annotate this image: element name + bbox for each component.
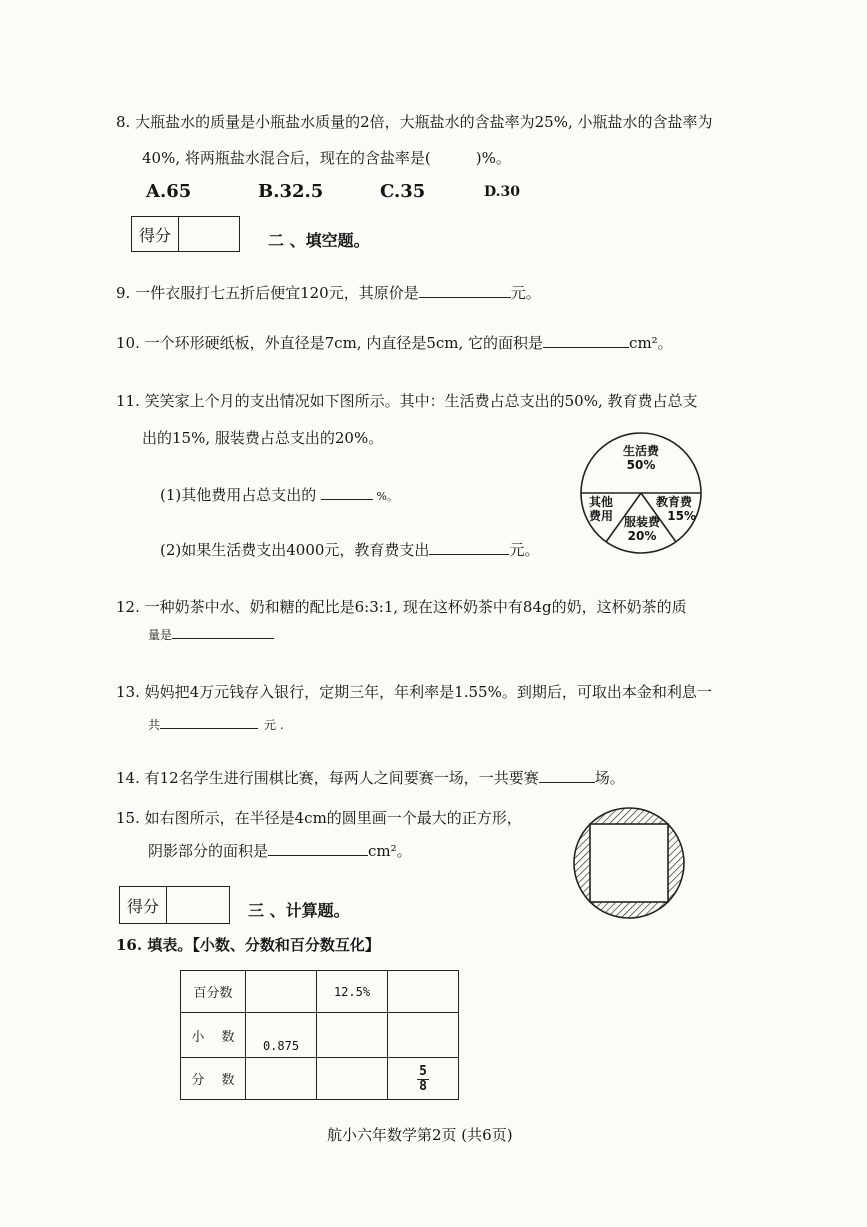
section2-title: 二 、填空题。 [268,231,370,250]
q11-sub1-blank[interactable] [321,485,373,500]
table-cell[interactable] [246,1058,317,1100]
q13-answer-blank[interactable] [160,714,258,729]
table-cell[interactable] [246,971,317,1013]
table-cell[interactable] [317,1058,388,1100]
q8-option-b: B.32.5 [258,181,324,202]
inscribed-square [590,824,668,902]
q8-option-d: D.30 [484,184,520,200]
q12-line1: 12. 一种奶茶中水、奶和糖的配比是6:3:1, 现在这杯奶茶中有84g的奶，这杯奶茶的质 [116,598,687,616]
q9-answer-blank[interactable] [419,283,511,298]
score-label: 得分 [132,217,179,251]
q14-unit: 场。 [594,769,625,787]
q11-sub2-blank[interactable] [429,540,509,555]
q15-line1: 15. 如右图所示，在半径是4cm的圆里画一个最大的正方形， [116,809,522,827]
pie-label-education-value: 15% [667,509,696,523]
q10 [116,332,673,353]
q16-title: 16. 填表。【小数、分数和百分数互化】 [116,936,380,954]
pie-label-living [616,444,666,472]
table-row [181,1013,459,1058]
q10-text: 10. 一个环形硬纸板，外直径是7cm, 内直径是5cm, 它的面积是 [116,334,544,352]
score-cell[interactable] [167,887,229,923]
table-cell[interactable] [388,1013,459,1058]
q11-sub2-text: (2)如果生活费支出4000元，教育费支出 [160,541,430,559]
q10-answer-blank[interactable] [543,333,629,348]
score-box-section3 [119,886,230,924]
q8-option-c: C.35 [380,181,426,202]
page-footer: 航小六年数学第2页 (共6页) [327,1126,513,1144]
pie-label-clothing-value: 20% [627,529,657,543]
q11-line2: 出的15%, 服装费占总支出的20%。 [142,429,384,447]
score-box-section2 [131,216,240,252]
q8-line2: 40%, 将两瓶盐水混合后，现在的含盐率是( )%。 [142,149,511,167]
section3-title: 三 、计算题。 [248,901,350,920]
row-header-percent: 百分数 [181,971,246,1013]
q10-unit: cm²。 [629,334,673,352]
q13-line1: 13. 妈妈把4万元钱存入银行，定期三年，年利率是1.55%。到期后，可取出本金和利息一 [116,683,712,701]
row-header-decimal: 小 数 [181,1013,246,1058]
table-cell[interactable] [317,1013,388,1058]
q8-line1: 8. 大瓶盐水的质量是小瓶盐水质量的2倍，大瓶盐水的含盐率为25%, 小瓶盐水的含盐率为 [116,113,713,131]
q8-option-a: A.65 [146,181,192,202]
q11-sub1-text: (1)其他费用占总支出的 [160,486,322,504]
table-cell-fraction[interactable] [388,1058,459,1100]
q15-unit: cm²。 [368,842,412,860]
q14 [116,767,625,788]
q11-sub1-unit: %。 [373,490,398,503]
q11-sub2-unit: 元。 [509,541,540,559]
q9-text: 9. 一件衣服打七五折后便宜120元，其原价是 [116,284,419,302]
q11-sub1 [160,484,398,505]
q12-line2 [148,624,274,643]
q11-sub2 [160,539,539,560]
q9-unit: 元。 [510,284,541,302]
q12-answer-blank[interactable] [172,624,274,639]
score-cell[interactable] [179,217,239,251]
pie-label-clothing [619,515,665,543]
pie-label-other [584,495,618,523]
q13-line2 [148,714,284,733]
score-label: 得分 [120,887,167,923]
pie-label-living-value: 50% [626,458,656,472]
q12-line2-text: 量是 [148,628,173,642]
fraction-denominator: 8 [419,1078,427,1094]
q13-unit: 元 . [264,718,284,732]
q15-line2 [148,840,412,861]
pie-label-other-a: 其他 [588,495,613,509]
table-cell[interactable] [388,971,459,1013]
q15-answer-blank[interactable] [268,841,368,856]
table-row [181,971,459,1013]
row-header-fraction: 分 数 [181,1058,246,1100]
circle-square-svg [571,805,687,921]
fraction-numerator: 5 [419,1063,427,1079]
pie-label-education-name: 教育费 [655,495,692,509]
table-cell[interactable]: 12.5% [317,971,388,1013]
q9 [116,282,541,303]
fraction-five-eighths [417,1065,429,1094]
pie-label-living-name: 生活费 [622,444,659,458]
conversion-table [180,970,459,1100]
pie-label-clothing-name: 服装费 [623,515,660,529]
q11-line1: 11. 笑笑家上个月的支出情况如下图所示。其中：生活费占总支出的50%, 教育费占总支 [116,392,698,410]
table-cell[interactable]: 0.875 [246,1013,317,1058]
expense-pie-chart [578,430,704,556]
circle-square-figure [571,805,687,921]
q13-line2-text: 共 [148,718,161,732]
q14-text: 14. 有12名学生进行围棋比赛，每两人之间要赛一场，一共要赛 [116,769,539,787]
q14-answer-blank[interactable] [539,768,595,783]
pie-label-other-b: 费用 [588,509,613,523]
table-row [181,1058,459,1100]
q15-line2-text: 阴影部分的面积是 [148,842,269,860]
